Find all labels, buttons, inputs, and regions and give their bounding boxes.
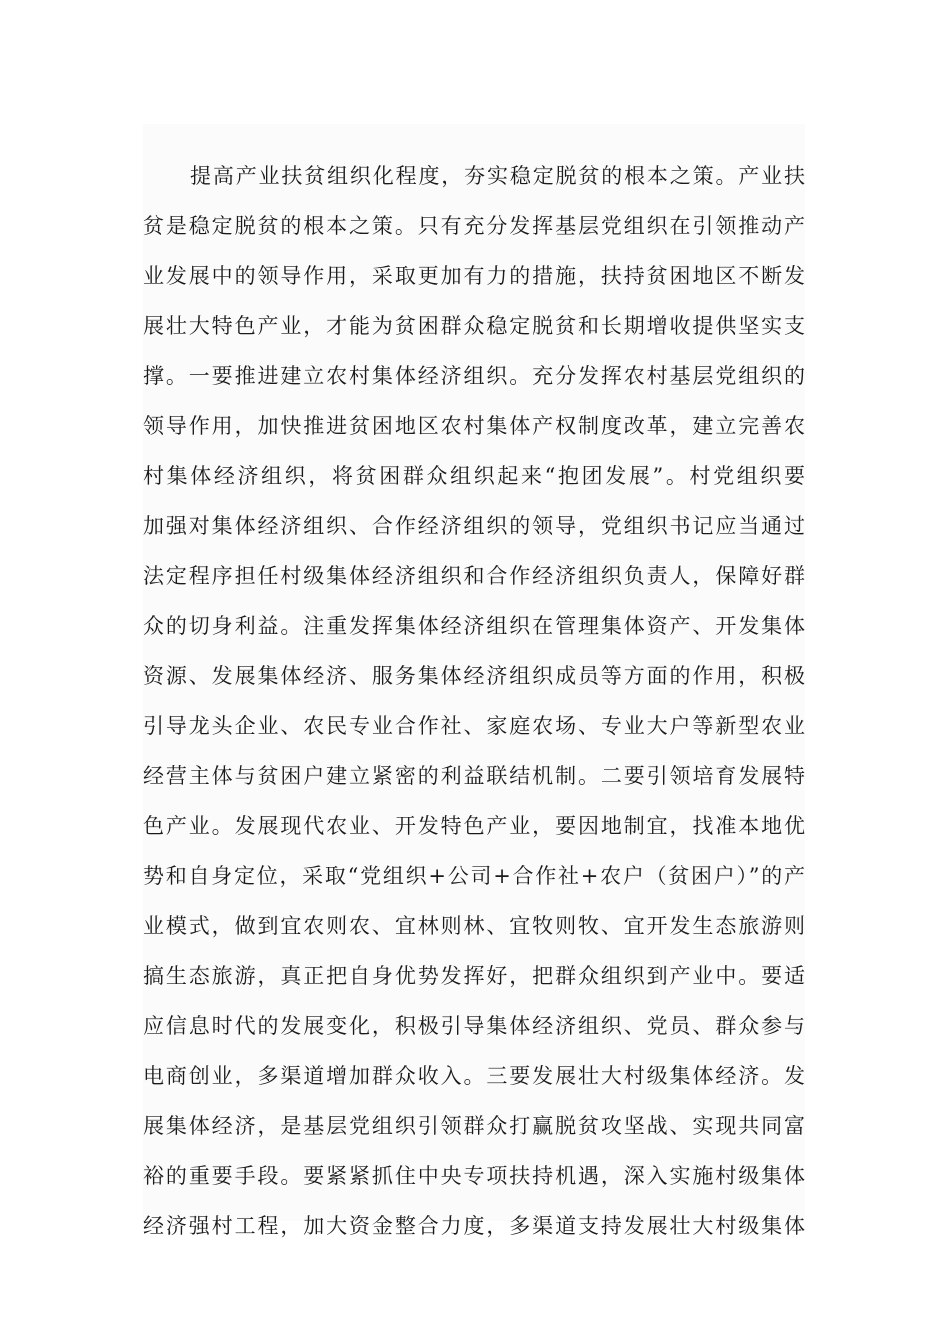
paragraph-line-9: 法定程序担任村级集体经济组织和合作经济组织负责人，保障好群 — [143, 564, 805, 588]
paragraph-line-17: 搞生态旅游，真正把自身优势发挥好，把群众组织到产业中。要适 — [143, 964, 805, 988]
paragraph-line-12: 引导龙头企业、农民专业合作社、家庭农场、专业大户等新型农业 — [143, 714, 805, 738]
paragraph-line-8: 加强对集体经济组织、合作经济组织的领导，党组织书记应当通过 — [143, 514, 805, 538]
paragraph-line-16: 业模式，做到宜农则农、宜林则林、宜牧则牧、宜开发生态旅游则 — [143, 914, 805, 938]
paragraph-line-3: 业发展中的领导作用，采取更加有力的措施，扶持贫困地区不断发 — [143, 264, 805, 288]
paragraph-line-5: 撑。一要推进建立农村集体经济组织。充分发挥农村基层党组织的 — [143, 364, 805, 388]
paragraph-line-4: 展壮大特色产业，才能为贫困群众稳定脱贫和长期增收提供坚实支 — [143, 314, 805, 338]
paragraph-line-1: 提高产业扶贫组织化程度，夯实稳定脱贫的根本之策。产业扶 — [190, 164, 805, 188]
paragraph-line-2: 贫是稳定脱贫的根本之策。只有充分发挥基层党组织在引领推动产 — [143, 214, 805, 238]
paragraph-line-7: 村集体经济组织，将贫困群众组织起来“抱团发展”。村党组织要 — [143, 464, 805, 488]
paragraph-line-20: 展集体经济，是基层党组织引领群众打赢脱贫攻坚战、实现共同富 — [143, 1114, 805, 1138]
paragraph-line-18: 应信息时代的发展变化，积极引导集体经济组织、党员、群众参与 — [143, 1014, 805, 1038]
paragraph-line-21: 裕的重要手段。要紧紧抓住中央专项扶持机遇，深入实施村级集体 — [143, 1164, 805, 1188]
paragraph-line-11: 资源、发展集体经济、服务集体经济组织成员等方面的作用，积极 — [143, 664, 805, 688]
paragraph-line-6: 领导作用，加快推进贫困地区农村集体产权制度改革，建立完善农 — [143, 414, 805, 438]
paragraph-line-19: 电商创业，多渠道增加群众收入。三要发展壮大村级集体经济。发 — [143, 1064, 805, 1088]
paragraph-line-15: 势和自身定位，采取“党组织+公司+合作社+农户（贫困户）”的产 — [143, 864, 805, 888]
paragraph-line-13: 经营主体与贫困户建立紧密的利益联结机制。二要引领培育发展特 — [143, 764, 805, 788]
paragraph-line-14: 色产业。发展现代农业、开发特色产业，要因地制宜，找准本地优 — [143, 814, 805, 838]
paragraph-line-10: 众的切身利益。注重发挥集体经济组织在管理集体资产、开发集体 — [143, 614, 805, 638]
paragraph-line-22: 经济强村工程，加大资金整合力度，多渠道支持发展壮大村级集体 — [143, 1214, 805, 1238]
document-body — [143, 124, 805, 1238]
